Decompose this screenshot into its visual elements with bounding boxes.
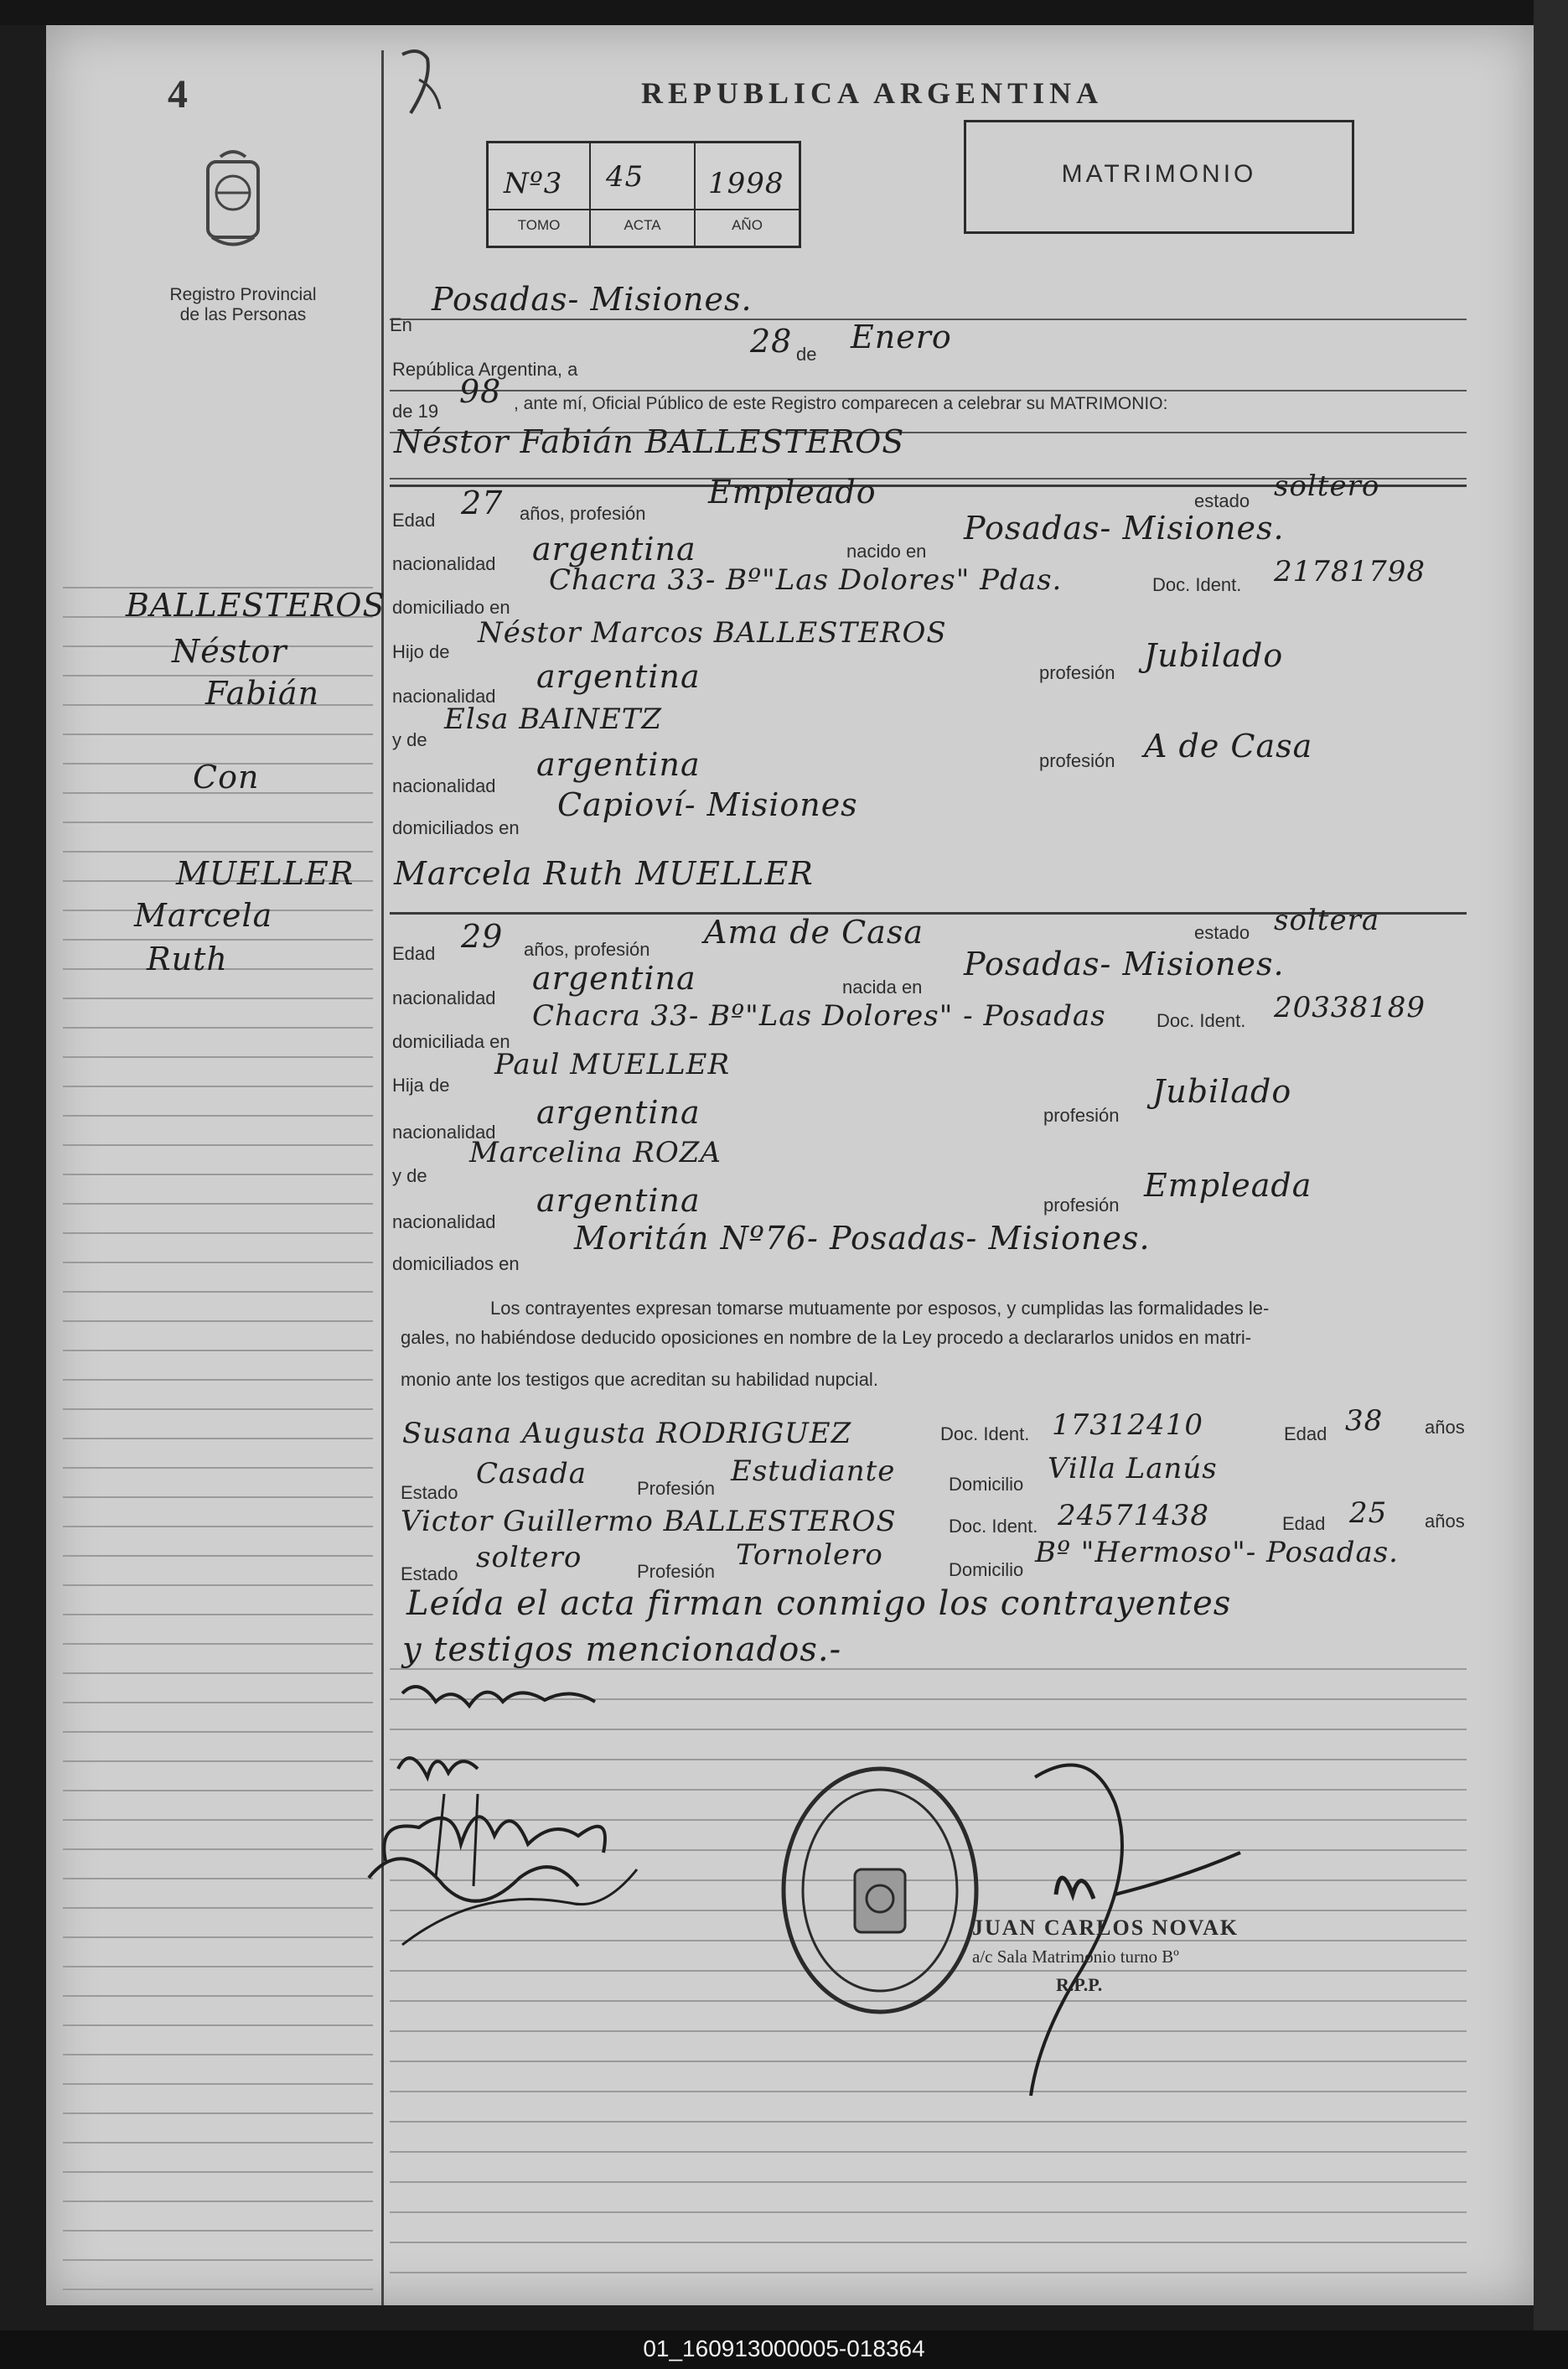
groom-mother-nat-label: nacionalidad — [392, 775, 496, 796]
ruled-line — [390, 2030, 1467, 2032]
witness1-doc-number: 17312410 — [1052, 1408, 1204, 1442]
year-prefix: de 19 — [392, 401, 439, 422]
record-type: MATRIMONIO — [1061, 160, 1257, 188]
bride-parents-address: Moritán Nº76- Posadas- Misiones. — [574, 1220, 1151, 1257]
ruled-line — [63, 1203, 373, 1205]
ruled-line — [63, 1496, 373, 1498]
witness2-address: Bº "Hermoso"- Posadas. — [1035, 1536, 1399, 1569]
witness1-name: Susana Augusta RODRIGUEZ — [402, 1417, 852, 1450]
witness2-doc-number: 24571438 — [1058, 1499, 1210, 1532]
bride-father-label: Hija de — [392, 1075, 450, 1096]
ruled-line — [63, 2083, 373, 2085]
closing-line1: Leída el acta firman conmigo los contrayentes — [406, 1584, 1232, 1623]
bride-mother-name: Marcelina ROZA — [469, 1136, 722, 1169]
bride-nationality: argentina — [532, 960, 696, 997]
registry-name-line1: Registro Provincial — [169, 285, 317, 304]
tomo-value: Nº3 — [504, 167, 563, 200]
tomo-label: TOMO — [517, 217, 561, 233]
de-label: de — [796, 344, 817, 365]
groom-mother-nationality: argentina — [536, 746, 701, 783]
ruled-line — [63, 1966, 373, 1967]
ruled-line — [63, 1350, 373, 1351]
witness1-estado-label: Estado — [401, 1482, 458, 1503]
ruled-line — [63, 2289, 373, 2290]
anio-label: AÑO — [732, 217, 763, 233]
ruled-line — [63, 1614, 373, 1615]
groom-address: Chacra 33- Bº"Las Dolores" Pdas. — [549, 563, 1063, 597]
bride-parents-dom-label: domiciliados en — [392, 1253, 520, 1274]
groom-age: 27 — [461, 485, 504, 521]
intro-statement: , ante mí, Oficial Público de este Registro comparecen a celebrar su MATRIMONIO: — [514, 394, 1168, 413]
groom-father-prof-label: profesión — [1039, 662, 1115, 683]
ruled-line — [63, 1467, 373, 1469]
ruled-line — [63, 1291, 373, 1293]
ruled-line — [63, 1907, 373, 1909]
ruled-line — [63, 1115, 373, 1117]
bride-father-nat-label: nacionalidad — [392, 1122, 496, 1143]
witness1-civil-status: Casada — [476, 1457, 587, 1490]
margin-middle-name: Fabián — [205, 675, 320, 712]
ruled-line — [63, 998, 373, 999]
reference-box — [486, 141, 801, 248]
ruled-line — [63, 2201, 373, 2202]
ruled-line — [63, 1702, 373, 1703]
closing-line2: y testigos mencionados.- — [402, 1630, 842, 1669]
groom-profession: Empleado — [708, 474, 877, 511]
groom-domiciliado-label: domiciliado en — [392, 597, 510, 618]
bride-age: 29 — [461, 918, 504, 955]
bride-mother-profession: Empleada — [1144, 1167, 1312, 1204]
margin-bride-middle: Ruth — [147, 941, 228, 977]
ruled-line — [63, 2171, 373, 2173]
ruled-line — [63, 851, 373, 853]
ruled-line — [390, 2091, 1467, 2092]
witness2-civil-status: soltero — [476, 1541, 582, 1574]
ruled-line — [63, 1819, 373, 1821]
groom-mother-label: y de — [392, 729, 427, 750]
page-number: 4 — [168, 72, 188, 117]
bride-doc-label: Doc. Ident. — [1157, 1010, 1246, 1031]
groom-mother-profession: A de Casa — [1144, 728, 1313, 765]
witness1-domicilio-label: Domicilio — [949, 1474, 1024, 1495]
record-month: Enero — [851, 319, 952, 355]
marginal-mark-icon — [394, 46, 453, 122]
coat-of-arms-icon — [191, 147, 275, 256]
ruled-line — [63, 1995, 373, 1997]
bride-mother-nat-label: nacionalidad — [392, 1211, 496, 1232]
record-type-box — [964, 120, 1354, 234]
bride-father-prof-label: profesión — [1043, 1105, 1120, 1126]
place-of-record: Posadas- Misiones. — [432, 281, 753, 318]
country-heading: REPUBLICA ARGENTINA — [641, 76, 1104, 110]
bride-father-name: Paul MUELLER — [494, 1048, 731, 1081]
witness2-edad-label: Edad — [1282, 1513, 1326, 1534]
ruled-line — [63, 1232, 373, 1234]
ruled-line — [63, 1555, 373, 1557]
bride-domiciliada-label: domiciliada en — [392, 1031, 510, 1052]
groom-nationality: argentina — [532, 531, 696, 568]
ruled-line — [63, 1408, 373, 1410]
margin-given-name: Néstor — [172, 633, 287, 670]
ruled-line — [63, 1379, 373, 1381]
bride-estado-label: estado — [1194, 922, 1250, 943]
scan-right-edge — [1534, 0, 1568, 2330]
groom-edad-label: Edad — [392, 510, 436, 531]
ruled-line — [63, 1584, 373, 1586]
groom-mother-name: Elsa BAINETZ — [444, 702, 663, 736]
bride-profession: Ama de Casa — [704, 914, 924, 951]
ruled-line — [63, 2024, 373, 2026]
witness1-age: 38 — [1345, 1404, 1384, 1438]
groom-civil-status: soltero — [1274, 469, 1380, 503]
registry-seal-stamp — [775, 1760, 985, 2020]
bride-profesion-label: años, profesión — [524, 939, 650, 960]
witness1-edad-label: Edad — [1284, 1423, 1327, 1444]
anio-value: 1998 — [708, 167, 784, 200]
bride-nacida-label: nacida en — [842, 977, 923, 998]
ruled-line — [390, 2211, 1467, 2213]
declaration-line1: Los contrayentes expresan tomarse mutuamente por esposos, y cumplidas las formalidades le- — [490, 1298, 1270, 1319]
witness2-profesion-label: Profesión — [637, 1561, 715, 1582]
margin-surname: BALLESTEROS — [126, 587, 386, 624]
bride-civil-status: soltera — [1274, 904, 1380, 937]
bride-name: Marcela Ruth MUELLER — [394, 855, 814, 892]
ruled-line — [390, 2181, 1467, 2183]
witness2-estado-label: Estado — [401, 1563, 458, 1584]
ruled-line — [390, 2272, 1467, 2273]
ruled-line — [63, 1027, 373, 1029]
declaration-line2: gales, no habiéndose deducido oposiciones en nombre de la Ley procedo a declararlos unidos en matri- — [401, 1327, 1252, 1348]
ruled-line — [63, 1731, 373, 1733]
ruled-line — [63, 1438, 373, 1439]
party-signatures — [352, 1668, 687, 1987]
ruled-line — [63, 2230, 373, 2232]
witness2-domicilio-label: Domicilio — [949, 1559, 1024, 1580]
year-suffix: 98 — [459, 373, 502, 410]
bride-father-profession: Jubilado — [1152, 1073, 1292, 1110]
ruled-line — [63, 1086, 373, 1087]
groom-doc-label: Doc. Ident. — [1152, 574, 1242, 595]
bride-mother-prof-label: profesión — [1043, 1195, 1120, 1216]
bride-doc-number: 20338189 — [1274, 991, 1426, 1024]
groom-father-nationality: argentina — [536, 658, 701, 695]
ruled-line — [63, 2112, 373, 2114]
declaration-line3: monio ante los testigos que acreditan su habilidad nupcial. — [401, 1369, 878, 1390]
bride-father-nationality: argentina — [536, 1094, 701, 1131]
ruled-line — [63, 2259, 373, 2261]
field-underline — [390, 390, 1467, 391]
ruled-line — [63, 1056, 373, 1058]
bride-mother-label: y de — [392, 1165, 427, 1186]
ruled-line — [63, 1760, 373, 1762]
ruled-line — [63, 1526, 373, 1527]
bride-edad-label: Edad — [392, 943, 436, 964]
groom-father-profession: Jubilado — [1144, 637, 1284, 674]
groom-name: Néstor Fabián BALLESTEROS — [394, 423, 905, 460]
ruled-line — [390, 2121, 1467, 2123]
ruled-line — [63, 1672, 373, 1674]
official-name: JUAN CARLOS NOVAK — [972, 1915, 1239, 1940]
bride-mother-nationality: argentina — [536, 1182, 701, 1219]
ruled-line — [63, 734, 373, 735]
groom-father-nat-label: nacionalidad — [392, 686, 496, 707]
republica-label: República Argentina, a — [392, 359, 578, 380]
bride-address: Chacra 33- Bº"Las Dolores" - Posadas — [532, 999, 1106, 1033]
witness1-profession: Estudiante — [731, 1454, 896, 1488]
groom-doc-number: 21781798 — [1274, 555, 1426, 588]
groom-nacionalidad-label: nacionalidad — [392, 553, 496, 574]
groom-father-name: Néstor Marcos BALLESTEROS — [478, 616, 947, 650]
groom-mother-prof-label: profesión — [1039, 750, 1115, 771]
ruled-line — [63, 1790, 373, 1791]
margin-con: Con — [193, 759, 260, 796]
margin-bride-surname: MUELLER — [176, 855, 354, 892]
groom-parents-dom-label: domiciliados en — [392, 817, 520, 838]
ruled-line — [63, 2054, 373, 2055]
ruled-line — [390, 2061, 1467, 2062]
acta-label: ACTA — [624, 217, 661, 233]
record-day: 28 — [750, 323, 793, 360]
official-office: R.P.P. — [1056, 1974, 1103, 1995]
witness1-anos-label: años — [1425, 1417, 1465, 1438]
witness1-address: Villa Lanús — [1048, 1452, 1218, 1485]
witness1-profesion-label: Profesión — [637, 1478, 715, 1499]
ruled-line — [390, 2242, 1467, 2243]
witness2-profession: Tornolero — [736, 1538, 883, 1572]
witness2-age: 25 — [1349, 1496, 1388, 1530]
registry-name — [126, 285, 360, 325]
ruled-line — [390, 2151, 1467, 2153]
groom-father-label: Hijo de — [392, 641, 450, 662]
ruled-line — [63, 1262, 373, 1263]
groom-profesion-label: años, profesión — [520, 503, 646, 524]
ruled-line — [63, 1174, 373, 1175]
ruled-line — [63, 1320, 373, 1322]
ruled-line — [63, 1848, 373, 1850]
witness2-doc-label: Doc. Ident. — [949, 1516, 1038, 1537]
margin-bride-name: Marcela — [134, 897, 273, 934]
en-label: En — [390, 314, 412, 335]
groom-birthplace: Posadas- Misiones. — [964, 510, 1285, 547]
witness2-anos-label: años — [1425, 1511, 1465, 1532]
bride-nacionalidad-label: nacionalidad — [392, 988, 496, 1008]
bride-birthplace: Posadas- Misiones. — [964, 946, 1285, 982]
ruled-line — [63, 1144, 373, 1146]
ruled-line — [63, 2142, 373, 2144]
witness1-doc-label: Doc. Ident. — [940, 1423, 1030, 1444]
groom-parents-address: Capioví- Misiones — [557, 786, 858, 823]
groom-estado-label: estado — [1194, 490, 1250, 511]
scan-top-edge — [0, 0, 1568, 25]
ruled-line — [63, 1643, 373, 1645]
image-id-caption: 01_160913000005-018364 — [643, 2335, 925, 2361]
official-role: a/c Sala Matrimonio turno Bº — [972, 1947, 1179, 1967]
ruled-line — [63, 1936, 373, 1938]
registry-name-line2: de las Personas — [179, 305, 307, 324]
groom-nacido-label: nacido en — [846, 541, 927, 562]
ruled-line — [63, 822, 373, 823]
ruled-line — [63, 1878, 373, 1879]
acta-value: 45 — [606, 160, 644, 194]
witness2-name: Victor Guillermo BALLESTEROS — [401, 1505, 897, 1538]
